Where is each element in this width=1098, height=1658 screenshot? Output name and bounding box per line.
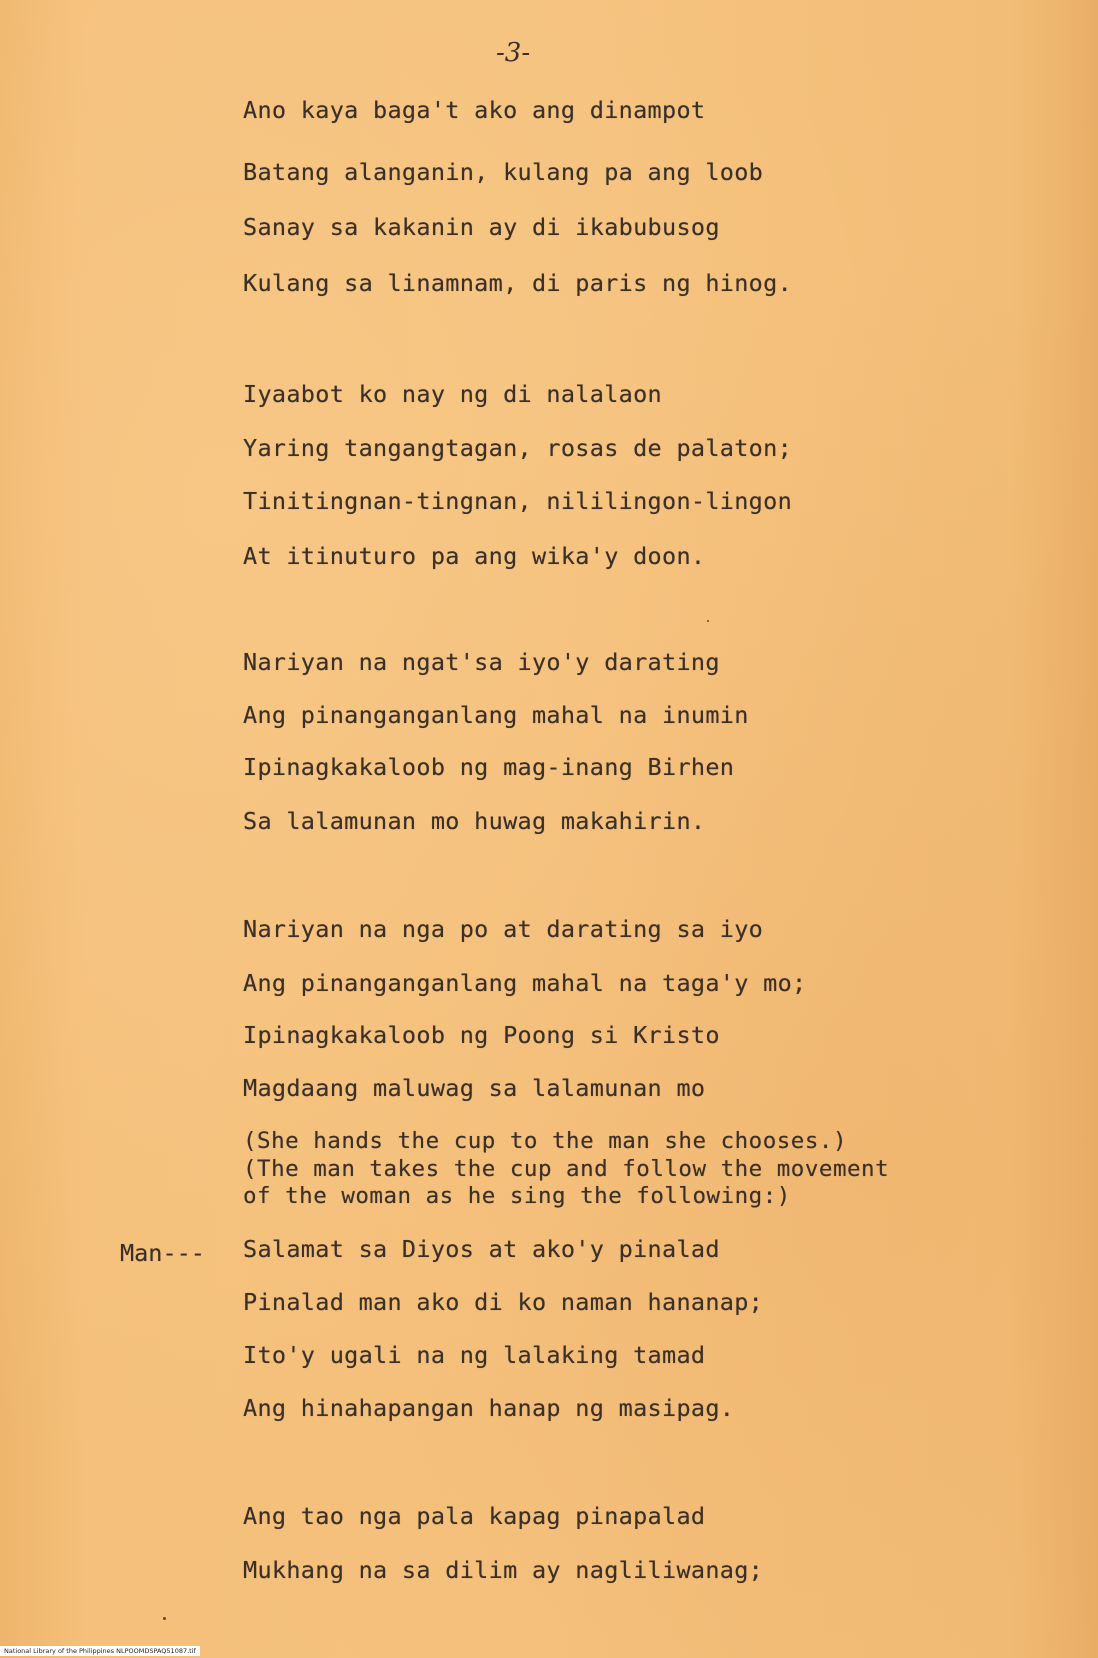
verse-line: Tinitingnan-tingnan, nililingon-lingon <box>243 487 793 515</box>
verse-line: Iyaabot ko nay ng di nalalaon <box>243 380 662 408</box>
verse-line: Ang pinanganganlang mahal na taga'y mo; <box>243 969 807 997</box>
ink-speck <box>707 620 709 622</box>
verse-line: Mukhang na sa dilim ay nagliliwanag; <box>243 1556 764 1584</box>
verse-line: Yaring tangangtagan, rosas de palaton; <box>243 434 793 462</box>
verse-line: Kulang sa linamnam, di paris ng hinog. <box>243 269 793 297</box>
verse-line: Sa lalamunan mo huwag makahirin. <box>243 807 706 835</box>
stage-direction: (She hands the cup to the man she chooses.) <box>243 1128 847 1154</box>
verse-line: Batang alanganin, kulang pa ang loob <box>243 158 764 186</box>
page-number: -3- <box>496 38 531 68</box>
verse-line: Ang hinahapangan hanap ng masipag. <box>243 1394 735 1422</box>
verse-line: Magdaang maluwag sa lalamunan mo <box>243 1074 706 1102</box>
ink-speck <box>163 1617 166 1620</box>
verse-line: Pinalad man ako di ko naman hananap; <box>243 1288 764 1316</box>
verse-line: Nariyan na nga po at darating sa iyo <box>243 915 764 943</box>
verse-line: Salamat sa Diyos at ako'y pinalad <box>243 1235 720 1263</box>
verse-line: Ano kaya baga't ako ang dinampot <box>243 96 706 124</box>
verse-line: Sanay sa kakanin ay di ikabubusog <box>243 213 720 241</box>
verse-line: Nariyan na ngat'sa iyo'y darating <box>243 648 720 676</box>
verse-line: Ito'y ugali na ng lalaking tamad <box>243 1341 706 1369</box>
verse-line: Ipinagkakaloob ng Poong si Kristo <box>243 1021 720 1049</box>
archive-footer: National Library of the Philippines NLPOOMDSPAQ51087.tif <box>0 1646 200 1656</box>
stage-direction: of the woman as he sing the following:) <box>243 1183 791 1209</box>
verse-line: Ipinagkakaloob ng mag-inang Birhen <box>243 753 735 781</box>
stage-direction: (The man takes the cup and follow the movement <box>243 1156 890 1182</box>
verse-line: Ang pinanganganlang mahal na inumin <box>243 701 749 729</box>
speaker-label: Man--- <box>120 1239 205 1267</box>
verse-line: Ang tao nga pala kapag pinapalad <box>243 1502 706 1530</box>
verse-line: At itinuturo pa ang wika'y doon. <box>243 542 706 570</box>
